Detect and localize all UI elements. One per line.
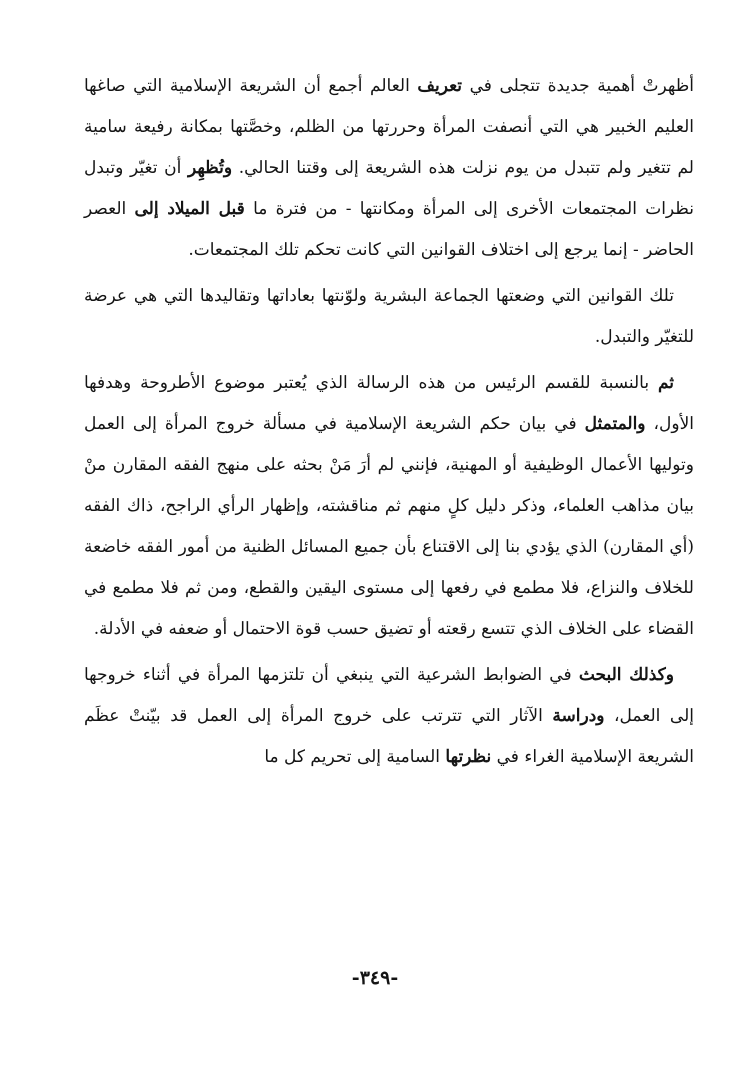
text-run: في بيان حكم الشريعة الإسلامية في مسألة خروج المرأة إلى العمل وتوليها الأعمال الوظيفية أو المهنية، فإنني لم أرَ مَنْ بحثه على منهج الفقه المقارن منْ بيان مذاهب العلماء، وذكر دليل كلٍ منهم ثم مناقشته، وإظهار الرأي الراجح، ذاك الفقه (أي المقارن) الذي يؤدي بنا إلى الاقتناع بأن جميع المسائل الظنية من أمور الفقه خاضعة للخلاف والنزاع، فلا مطمع في رفعها إلى مستوى اليقين والقطع، ومن ثم فلا مطمع في القضاء على الخلاف الذي تتسع رقعته أو تضيق حسب قوة الاحتمال أو ضعفه في الأدلة.: [84, 414, 694, 639]
bold-run: ثم: [657, 373, 674, 393]
bold-run: تعريف: [417, 76, 463, 96]
page-number: -٣٤٩-: [351, 967, 399, 989]
paragraph-4: [84, 655, 694, 778]
text-run: في الضوابط الشرعية التي ينبغي أن تلتزمها المرأة في أثناء خروجها إلى العمل،: [84, 665, 694, 726]
bold-run: قبل الميلاد إلى: [134, 199, 245, 219]
paragraph-1: [84, 66, 694, 271]
page-body: [84, 66, 694, 778]
text-run: العصر الحاضر - إنما يرجع إلى اختلاف القوانين التي كانت تحكم تلك المجتمعات.: [84, 199, 694, 260]
text-run: أن تغيّر وتبدل نظرات المجتمعات الأخرى إلى المرأة ومكانتها - من فترة ما: [84, 158, 694, 219]
text-run: الآثار التي تترتب على خروج المرأة إلى العمل قد بيّنتْ عظَم الشريعة الإسلامية الغراء في: [84, 706, 694, 767]
text-run: تلك القوانين التي وضعتها الجماعة البشرية ولوّنتها بعاداتها وتقاليدها التي هي عرضة للتغيّر والتبدل.: [84, 286, 694, 347]
text-run: بالنسبة للقسم الرئيس من هذه الرسالة الذي يُعتبر موضوع الأطروحة وهدفها الأول،: [84, 373, 694, 434]
bold-run: والمتمثل: [584, 414, 646, 434]
text-run: السامية إلى تحريم كل ما: [264, 747, 446, 767]
bold-run: وتُظهِر: [187, 158, 233, 178]
bold-run: ودراسة: [552, 706, 605, 726]
text-run: أظهرتْ أهمية جديدة تتجلى في: [462, 76, 694, 96]
bold-run: وكذلك البحث: [578, 665, 674, 685]
paragraph-3: [84, 363, 694, 650]
paragraph-2: [84, 276, 694, 358]
text-run: العالم أجمع أن الشريعة الإسلامية التي صاغها العليم الخبير هي التي أنصفت المرأة وحررتها من الظلم، وخصَّتها بمكانة رفيعة سامية لم تتغير ولم تتبدل من يوم نزلت هذه الشريعة إلى وقتنا الحالي.: [84, 76, 694, 178]
bold-run: نظرتها: [445, 747, 492, 767]
